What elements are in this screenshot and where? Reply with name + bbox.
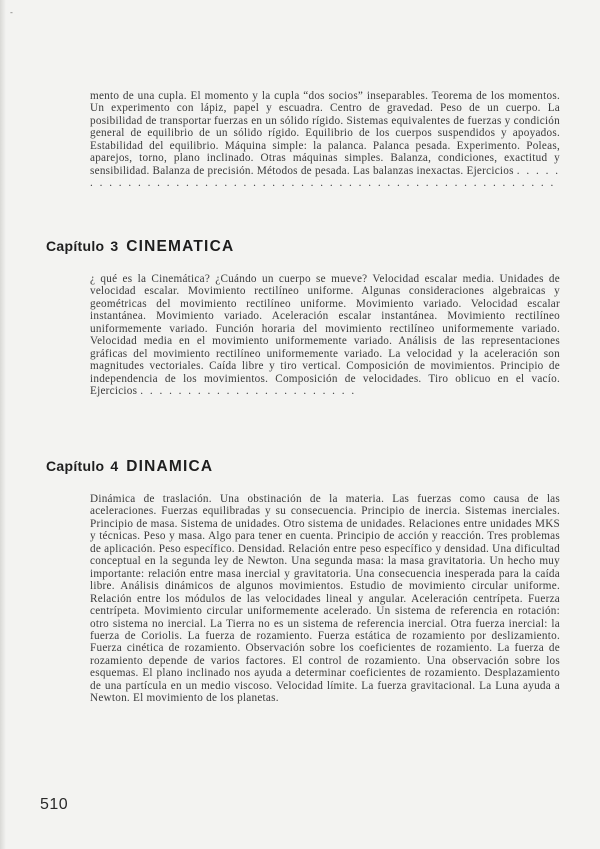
chapter-4-body-text: Dinámica de traslación. Una obstinación de la materia. Las fuerzas como causa de las aceleraciones. Fuerzas equilibradas y su consecuencia. Principio de inercia. Sistemas inerciales. Principio de masa. Sistema de unidades. Otro sistema de unidades. Relaciones entre unidades MKS y técnicas. Peso y masa. Algo para tener en cuenta. Principio de acción y reacción. Tres problemas de aplicación. Peso específico. Densidad. Relación entre peso específico y densidad. Una dificultad conceptual en la segunda ley de Newton. Una segunda masa: la masa gravitatoria. Un hecho muy importante: relación entre masa inercial y gravitatoria. Una consecuencia inesperada para la caída libre. Análisis dinámicos de algunos movimientos. Estudio de movimiento circular uniforme. Relación entre los módulos de las velocidades lineal y angular. Aceleración centrípeta. Fuerza centrípeta. Movimiento circular uniformemente acelerado. Un sistema de referencia en rotación: otro sistema no inercial. La Tierra no es un sistema de referencia inercial. Otra fuerza inercial: la fuerza de Coriolis. La fuerza de rozamiento. Fuerza estática de rozamiento por deslizamiento. Fuerza cinética de rozamiento. Observación sobre los coeficientes de rozamiento. La fuerza de rozamiento depende de varios factores. El control de rozamiento. Una observación sobre los esquemas. El plano inclinado nos ayuda a determinar coeficientes de rozamiento. Desplazamiento de una partícula en un medio viscoso. Velocidad límite. La fuerza gravitacional. La Luna ayuda a Newton. El movimiento de los planetas. <box>90 493 560 705</box>
chapter-4-title: DINAMICA <box>126 458 214 475</box>
chapter-4-number: 4 <box>110 458 119 474</box>
page-binding-edge <box>0 0 6 849</box>
chapter-4-heading <box>46 458 213 476</box>
chapter-3-title: CINEMATICA <box>126 238 235 255</box>
page-number: 510 <box>40 796 69 813</box>
chapter-3-word: Capítulo <box>46 238 105 254</box>
chapter-2-continuation <box>90 90 560 190</box>
chapter-2-body-text: mento de una cupla. El momento y la cupla “dos socios” inseparables. Teorema de los momentos. Un experimento con lápiz, papel y escuadra. Centro de gravedad. Peso de un cuerpo. La posibilidad de transportar fuerzas en un sólido rígido. Sistemas equivalentes de fuerzas y condición general de equilibrio de un sólido rígido. Equilibrio de los cuerpos suspendidos y apoyados. Estabilidad del equilibrio. Máquina simple: la palanca. Palanca pesada. Experimento. Poleas, aparejos, torno, plano inclinado. Otras máquinas simples. Balanza, condiciones, exactitud y sensibilidad. Balanza de precisión. Métodos de pesada. Las balanzas inexactas. Ejercicios <box>90 90 560 177</box>
chapter-3-heading <box>46 238 234 256</box>
corner-mark: - <box>10 8 13 17</box>
chapter-3-summary <box>90 273 560 398</box>
chapter-4-word: Capítulo <box>46 458 105 474</box>
chapter-3-leader-dots: . . . . . . . . . . . . . . . . . . . . . . . <box>140 385 357 398</box>
chapter-4-summary <box>90 493 560 705</box>
chapter-2-leader-dots: . . . . . . . . . . . . . . . . . . . . . . . . . . . . . . . . . . . . . . . . . . . . . . . . . . . . . . <box>90 164 560 190</box>
chapter-3-body-text: ¿ qué es la Cinemática? ¿Cuándo un cuerpo se mueve? Velocidad escalar media. Unidades de velocidad escalar. Movimiento rectilíneo uniforme. Algunas consideraciones algebraicas y geométricas del movimiento rectilíneo uniforme. Movimiento variado. Velocidad escalar instantánea. Movimiento variado. Aceleración escalar instantánea. Movimiento rectilíneo uniformemente variado. Función horaria del movimiento rectilíneo uniformemente variado. Velocidad media en el movimiento uniformemente variado. Análisis de las representaciones gráficas del movimiento rectilíneo uniformemente variado. La velocidad y la aceleración son magnitudes vectoriales. Caída libre y tiro vertical. Composición de movimientos. Principio de independencia de los movimientos. Composición de velocidades. Tiro oblicuo en el vacío. Ejercicios <box>90 273 560 398</box>
chapter-3-number: 3 <box>110 238 119 254</box>
